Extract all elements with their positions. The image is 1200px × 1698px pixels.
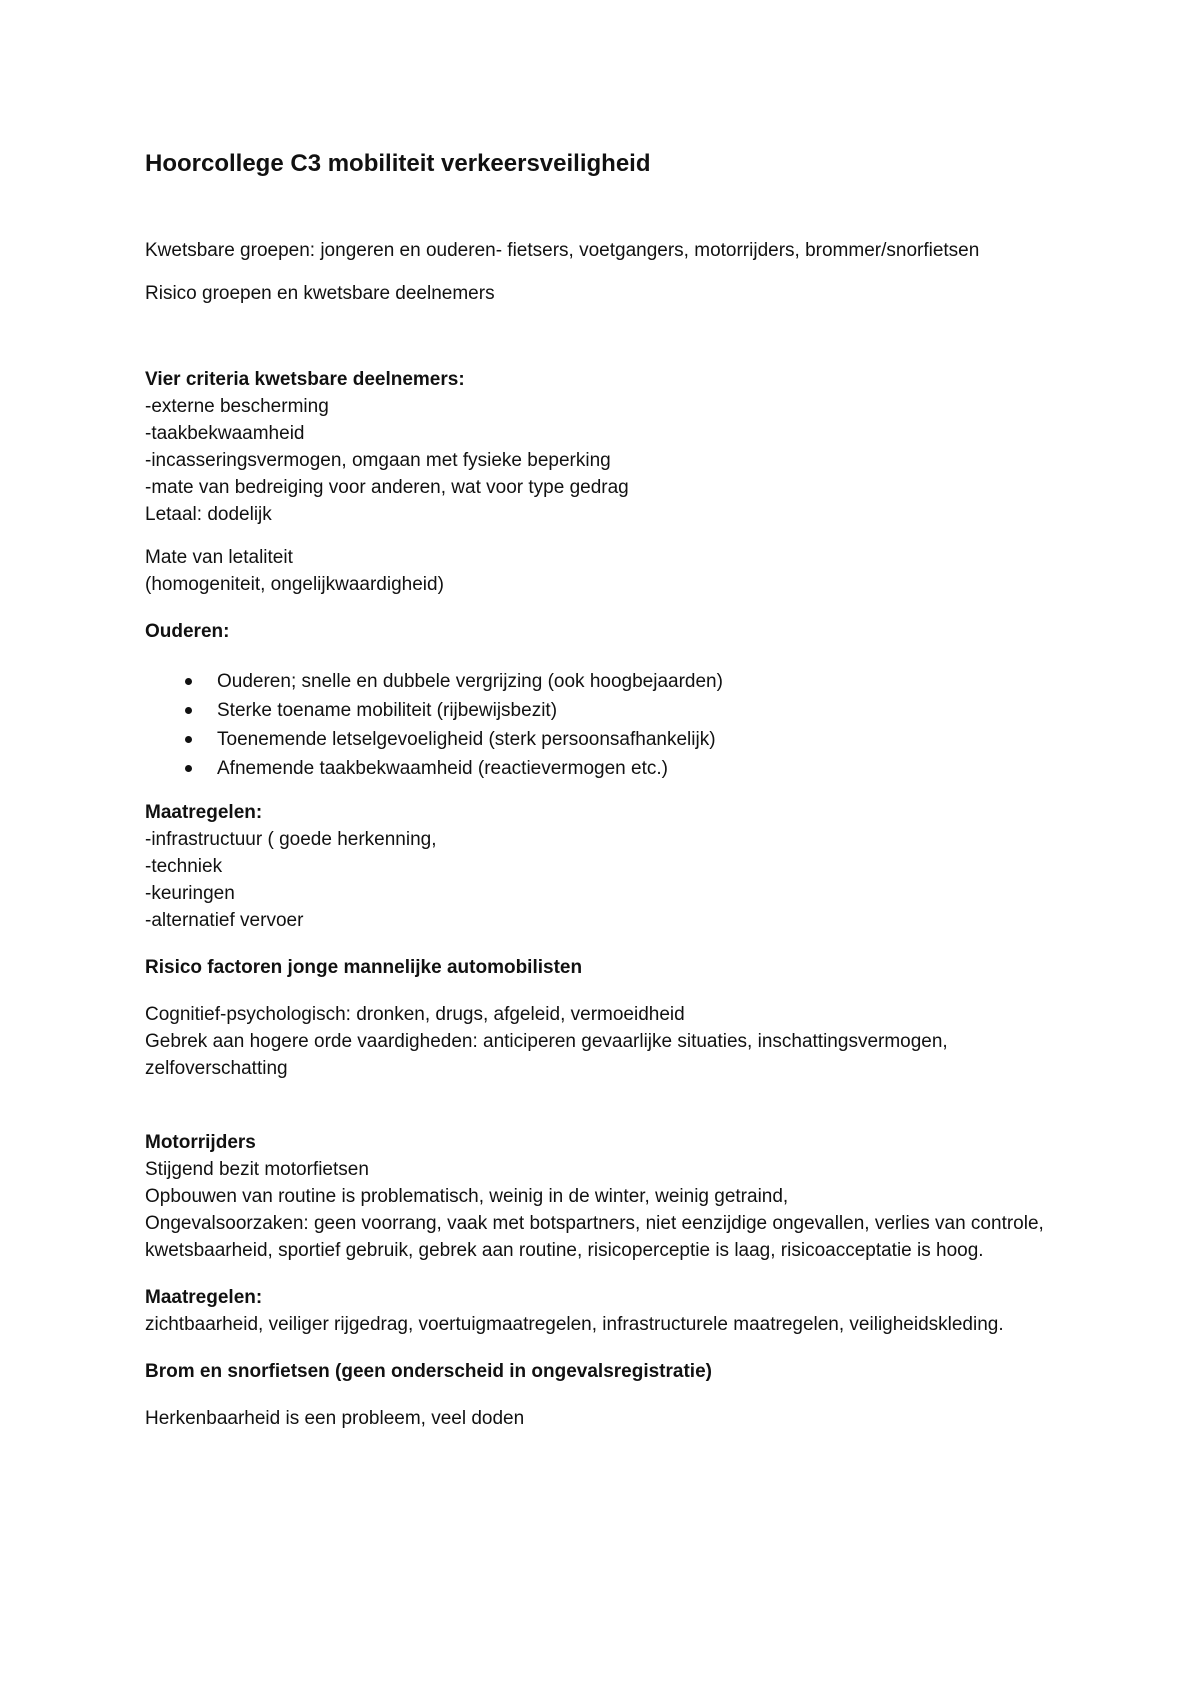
criteria-item: -taakbekwaamheid	[145, 423, 305, 444]
motorrijders-line: Stijgend bezit motorfietsen	[145, 1159, 369, 1180]
maatregelen-motor-heading: Maatregelen:	[145, 1287, 263, 1308]
letaliteit-line: (homogeniteit, ongelijkwaardigheid)	[145, 574, 444, 595]
bullet-text: Sterke toename mobiliteit (rijbewijsbezit)	[217, 700, 558, 721]
bullet-icon	[185, 707, 192, 714]
maatregelen-item: -infrastructuur ( goede herkenning,	[145, 829, 437, 850]
document-content	[145, 148, 1075, 1432]
list-item	[145, 696, 1075, 725]
maatregelen-motor-text: zichtbaarheid, veiliger rijgedrag, voertuigmaatregelen, infrastructurele maatregelen, veiligheidskleding.	[145, 1314, 1004, 1335]
brom-heading: Brom en snorfietsen (geen onderscheid in ongevalsregistratie)	[145, 1361, 712, 1382]
bullet-text: Ouderen; snelle en dubbele vergrijzing (ook hoogbejaarden)	[217, 671, 723, 692]
list-item	[145, 754, 1075, 783]
criteria-item: -mate van bedreiging voor anderen, wat voor type gedrag	[145, 477, 629, 498]
bullet-text: Afnemende taakbekwaamheid (reactievermogen etc.)	[217, 758, 668, 779]
letaliteit-line: Mate van letaliteit	[145, 547, 293, 568]
maatregelen-item: -techniek	[145, 856, 223, 877]
motorrijders-line: Ongevalsoorzaken: geen voorrang, vaak met botspartners, niet eenzijdige ongevallen, verlies van controle, kwetsbaarheid, sportief gebruik, gebrek aan routine, risicoperceptie is laag, risicoacceptatie is hoog.	[145, 1213, 1044, 1261]
jonge-mannen-line: Gebrek aan hogere orde vaardigheden: anticiperen gevaarlijke situaties, inschattingsvermogen, zelfoverschatting	[145, 1031, 948, 1079]
bullet-icon	[185, 736, 192, 743]
bullet-icon	[185, 678, 192, 685]
maatregelen-heading: Maatregelen:	[145, 802, 263, 823]
jonge-mannen-line: Cognitief-psychologisch: dronken, drugs, afgeleid, vermoeidheid	[145, 1004, 685, 1025]
maatregelen-item: -alternatief vervoer	[145, 910, 304, 931]
ouderen-heading: Ouderen:	[145, 621, 230, 642]
maatregelen-item: -keuringen	[145, 883, 235, 904]
bullet-icon	[185, 765, 192, 772]
list-item	[145, 667, 1075, 696]
bullet-text: Toenemende letselgevoeligheid (sterk persoonsafhankelijk)	[217, 729, 716, 750]
ouderen-bullet-list	[145, 667, 1075, 783]
criteria-heading: Vier criteria kwetsbare deelnemers:	[145, 369, 465, 390]
intro-line: Risico groepen en kwetsbare deelnemers	[145, 283, 495, 304]
document-title: Hoorcollege C3 mobiliteit verkeersveiligheid	[145, 150, 651, 177]
brom-text: Herkenbaarheid is een probleem, veel doden	[145, 1408, 525, 1429]
list-item	[145, 725, 1075, 754]
criteria-item: Letaal: dodelijk	[145, 504, 272, 525]
intro-line: Kwetsbare groepen: jongeren en ouderen- fietsers, voetgangers, motorrijders, brommer/snorfietsen	[145, 240, 980, 261]
jonge-mannen-heading: Risico factoren jonge mannelijke automobilisten	[145, 957, 583, 978]
criteria-item: -incasseringsvermogen, omgaan met fysieke beperking	[145, 450, 611, 471]
motorrijders-line: Opbouwen van routine is problematisch, weinig in de winter, weinig getraind,	[145, 1186, 789, 1207]
motorrijders-heading: Motorrijders	[145, 1132, 256, 1153]
criteria-item: -externe bescherming	[145, 396, 329, 417]
